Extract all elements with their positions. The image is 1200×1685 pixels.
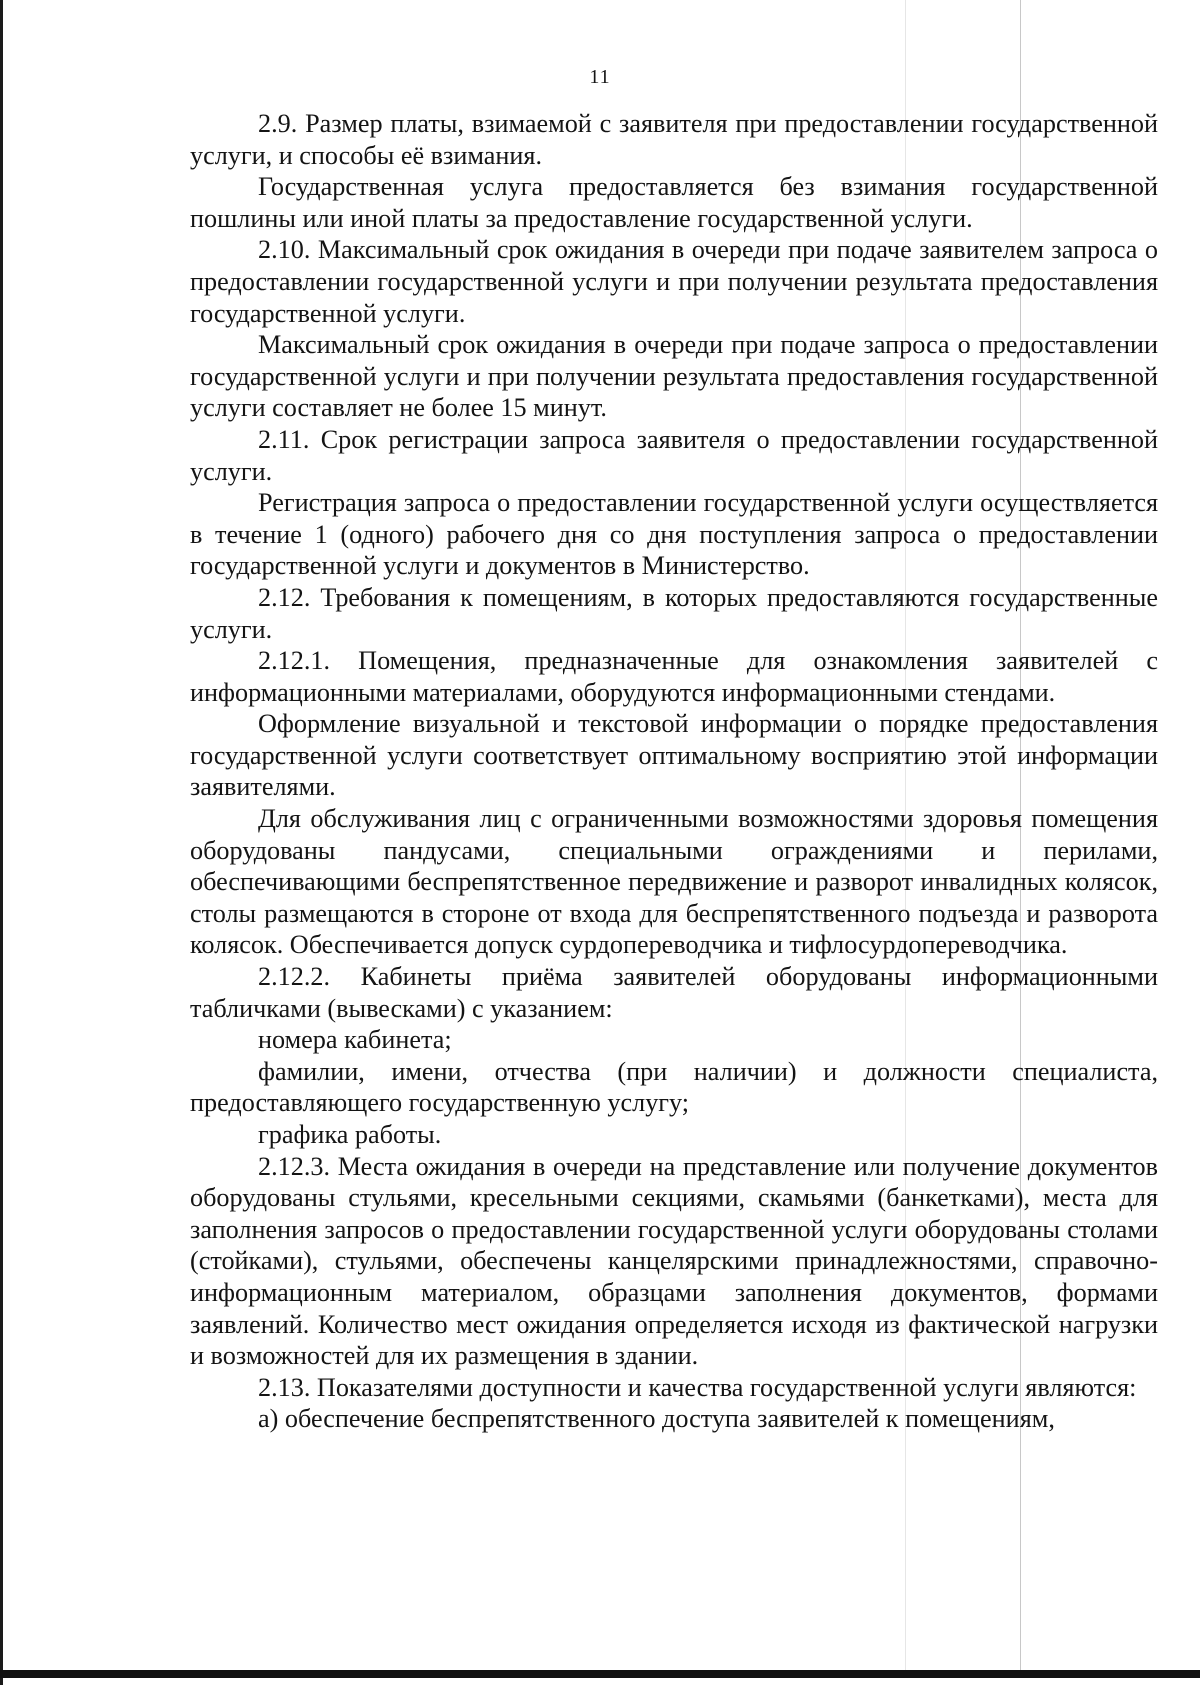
section-2-9-heading: 2.9. Размер платы, взимаемой с заявителя при предоставлении государственной услуги, и способы её взимания. <box>190 109 1158 170</box>
list-item-specialist: фамилии, имени, отчества (при наличии) и должности специалиста, предоставляющего государственную услугу; <box>190 1056 1158 1118</box>
section-2-11-heading: 2.11. Срок регистрации запроса заявителя о предоставлении государственной услуги. <box>190 424 1158 486</box>
scan-bottom-edge <box>0 1670 1200 1678</box>
section-2-13-heading: 2.13. Показателями доступности и качества государственной услуги являются: <box>258 1372 1137 1402</box>
section-2-10-heading: 2.10. Максимальный срок ожидания в очереди при подаче заявителем запроса о предоставлении государственной услуги и при получении результата предоставления государственной услуги. <box>190 235 1158 328</box>
list-item-cabinet-number: номера кабинета; <box>258 1025 452 1055</box>
section-2-10-text: Максимальный срок ожидания в очереди при подаче запроса о предоставлении государственной услуги и при получении результата предоставления государственной услуги составляет не более 15 минут. <box>190 330 1158 423</box>
section-2-12-1-visual-text: Оформление визуальной и текстовой информации о порядке предоставления государственной услуги соответствует оптимальному восприятию этой информации заявителями. <box>190 709 1158 802</box>
section-2-12-1-text: 2.12.1. Помещения, предназначенные для ознакомления заявителей с информационными материалами, оборудуются информационными стендами. <box>190 646 1158 707</box>
section-2-12-2-text: 2.12.2. Кабинеты приёма заявителей оборудованы информационными табличками (вывесками) с указанием: <box>190 962 1158 1023</box>
page-number: 11 <box>589 66 611 88</box>
section-2-12-heading: 2.12. Требования к помещениям, в которых предоставляются государственные услуги. <box>190 582 1158 644</box>
section-2-12-3-text: 2.12.3. Места ожидания в очереди на представление или получение документов оборудованы стульями, кресельными секциями, скамьями (банкетками), места для заполнения запросов о предоставлении государственной услуги оборудованы столами (стойками), стульями, обеспечены канцелярскими принадлежностями, справочно-информационным материалом, образцами заполнения документов, формами заявлений. Количество мест ожидания определяется исходя из фактической нагрузки и возможностей для их размещения в здании. <box>190 1151 1158 1371</box>
section-2-12-1-accessibility-text: Для обслуживания лиц с ограниченными возможностями здоровья помещения оборудованы пандусами, специальными ограждениями и перилами, обеспечивающими беспрепятственное передвижение и разворот инвалидных колясок, столы размещаются в стороне от входа для беспрепятственного подъезда и разворота колясок. Обеспечивается допуск сурдопереводчика и тифлосурдопереводчика. <box>190 804 1158 960</box>
scan-left-edge <box>0 0 3 1685</box>
section-2-13-item-a: а) обеспечение беспрепятственного доступа заявителей к помещениям, <box>258 1404 1055 1434</box>
section-2-11-text: Регистрация запроса о предоставлении государственной услуги осуществляется в течение 1 (одного) рабочего дня со дня поступления запроса о предоставлении государственной услуги и документов в Министерство. <box>190 488 1158 581</box>
document-body <box>190 108 1158 1435</box>
section-2-9-text: Государственная услуга предоставляется без взимания государственной пошлины или иной платы за предоставление государственной услуги. <box>190 172 1158 233</box>
list-item-schedule: графика работы. <box>258 1120 442 1149</box>
